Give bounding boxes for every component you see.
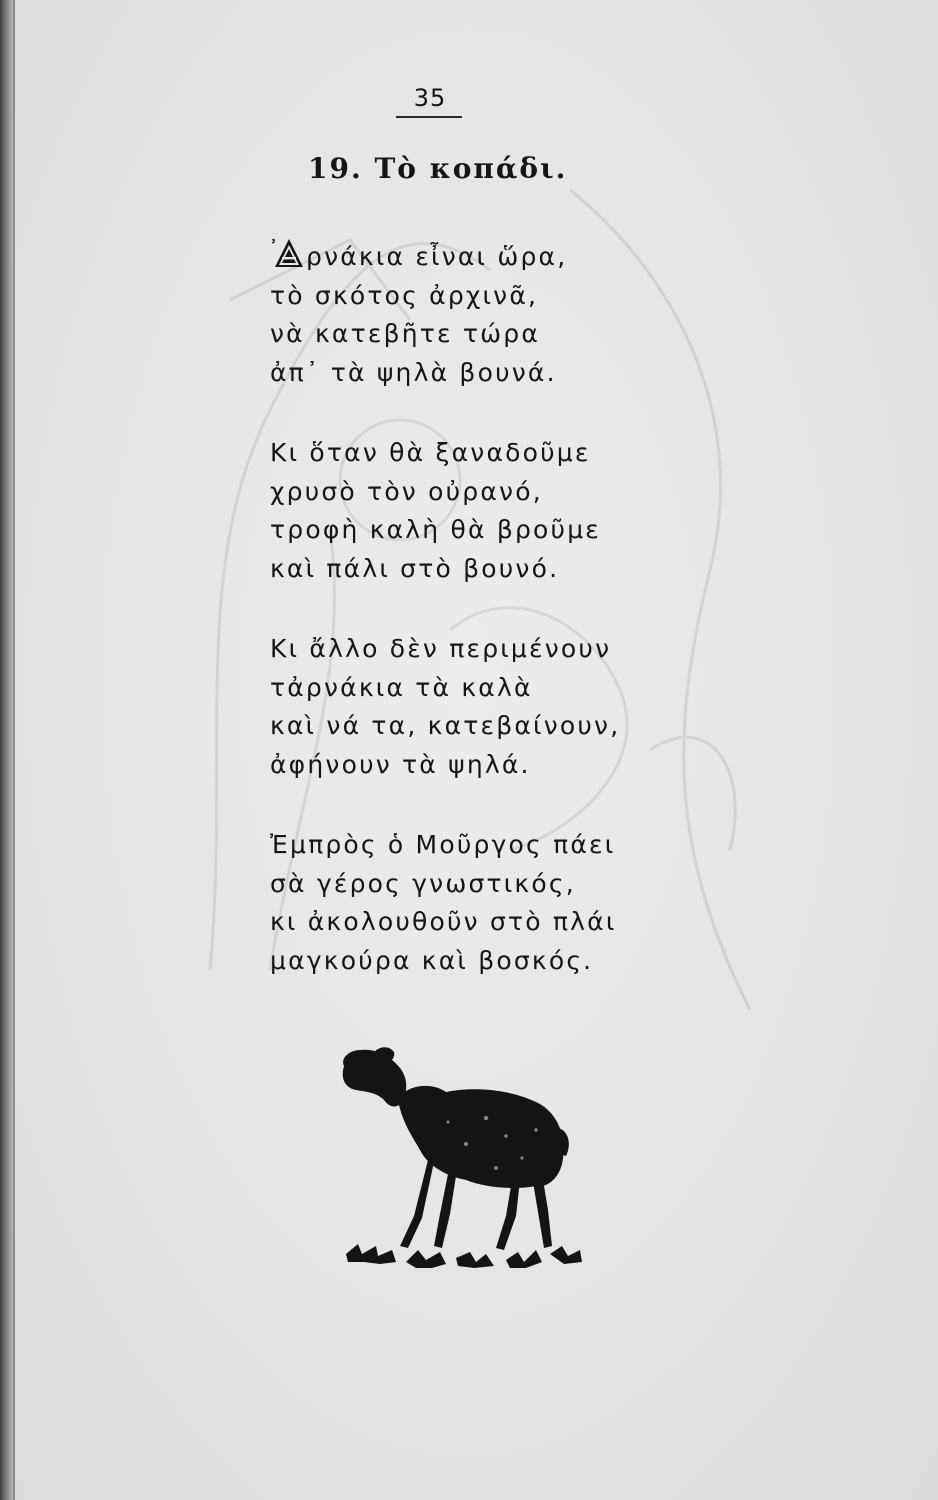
poem-line-2-4: καὶ πάλι στὸ βουνό. bbox=[270, 553, 560, 583]
spine-edge bbox=[13, 0, 15, 1500]
poem-line-2-3: τροφὴ καλὴ θὰ βροῦμε bbox=[270, 515, 602, 544]
book-spine bbox=[0, 0, 13, 1500]
sheep-silhouette-icon bbox=[336, 1040, 586, 1278]
stanza-1 bbox=[270, 238, 620, 392]
poem-line-1-3: νὰ κατεβῆτε τώρα bbox=[270, 319, 541, 348]
poem-line-1-1 bbox=[270, 238, 620, 277]
poem-body bbox=[270, 238, 620, 1022]
poem-line-4-1: Ἐμπρὸς ὁ Μοῦργος πάει bbox=[270, 830, 616, 859]
poem-line-3-4: ἀφήνουν τὰ ψηλά. bbox=[270, 749, 531, 779]
poem-line-2-1: Κι ὅταν θὰ ξαναδοῦμε bbox=[270, 438, 591, 467]
poem-line-3-2: τἀρνάκια τὰ καλὰ bbox=[270, 672, 533, 702]
page-number: 35 bbox=[413, 84, 447, 112]
drop-cap-letter bbox=[268, 238, 304, 268]
ornate-alpha-icon bbox=[274, 238, 304, 268]
poem-line-2-2: χρυσὸ τὸν οὐρανό, bbox=[270, 476, 543, 506]
poem-line-4-3: κι ἀκολουθοῦν στὸ πλάι bbox=[270, 907, 617, 936]
poem-line-3-1: Κι ἄλλο δὲν περιμένουν bbox=[270, 634, 612, 663]
stanza-2 bbox=[270, 434, 620, 588]
poem-line-4-2: σὰ γέρος γνωστικός, bbox=[270, 868, 576, 898]
poem-line-text: ρνάκια εἶναι ὥρα, bbox=[306, 242, 568, 271]
poem-line-1-4: ἀπ᾽ τὰ ψηλὰ βουνά. bbox=[270, 357, 557, 387]
stanza-4 bbox=[270, 826, 620, 980]
stanza-3 bbox=[270, 630, 620, 784]
poem-line-4-4: μαγκούρα καὶ βοσκός. bbox=[270, 945, 594, 975]
page-number-underline bbox=[396, 116, 462, 118]
poem-line-3-3: καὶ νά τα, κατεβαίνουν, bbox=[270, 711, 621, 740]
drop-cap-breathing-mark: ᾿ bbox=[268, 238, 282, 263]
poem-title: 19. Τὸ κοπάδι. bbox=[308, 152, 568, 185]
poem-line-1-2: τὸ σκότος ἀρχινᾶ, bbox=[270, 280, 539, 310]
